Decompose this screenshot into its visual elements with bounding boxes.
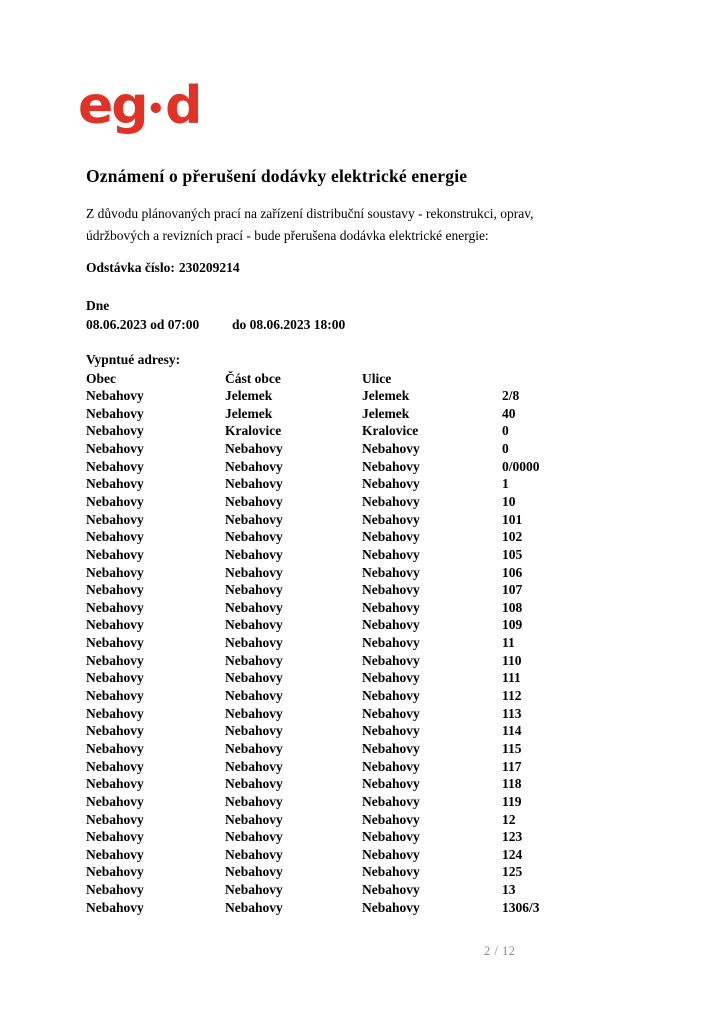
table-row (86, 528, 612, 546)
table-cell: Kralovice (225, 423, 282, 439)
table-cell: Nebahovy (225, 476, 283, 492)
table-row (86, 405, 612, 423)
table-cell: 109 (502, 617, 523, 633)
table-cell: 117 (502, 758, 522, 774)
table-cell: 1306/3 (502, 899, 540, 915)
table-cell: 0 (502, 441, 509, 457)
table-row (86, 758, 612, 776)
table-row (86, 811, 612, 829)
table-cell: Nebahovy (362, 546, 420, 562)
table-row (86, 793, 612, 811)
table-cell: Nebahovy (362, 846, 420, 862)
table-cell: Nebahovy (362, 829, 420, 845)
schedule-from: 08.06.2023 od 07:00 (86, 316, 200, 332)
table-cell: Jelemek (225, 388, 273, 404)
table-body (86, 387, 612, 916)
table-cell: 106 (502, 564, 523, 580)
column-header-obec: Obec (86, 370, 116, 386)
table-cell: Nebahovy (225, 635, 283, 651)
table-cell: Nebahovy (225, 899, 283, 915)
table-cell: Nebahovy (225, 740, 283, 756)
table-cell: 105 (502, 546, 523, 562)
table-cell: Nebahovy (362, 511, 420, 527)
table-cell: 125 (502, 864, 523, 880)
table-cell: Nebahovy (225, 864, 283, 880)
table-cell: Nebahovy (362, 705, 420, 721)
table-cell: Nebahovy (86, 811, 144, 827)
table-cell: 113 (502, 705, 522, 721)
table-cell: 2/8 (502, 388, 520, 404)
table-cell: Nebahovy (362, 793, 420, 809)
table-row (86, 546, 612, 564)
table-row (86, 652, 612, 670)
logo-text-left: eg (78, 76, 147, 136)
table-cell: Nebahovy (225, 811, 283, 827)
table-cell: Nebahovy (362, 864, 420, 880)
table-row (86, 599, 612, 617)
table-cell: Nebahovy (86, 511, 144, 527)
table-cell: 112 (502, 688, 522, 704)
table-cell: 102 (502, 529, 523, 545)
table-cell: Nebahovy (362, 458, 420, 474)
table-row (86, 581, 612, 599)
table-cell: Nebahovy (86, 582, 144, 598)
table-cell: Nebahovy (362, 564, 420, 580)
table-cell: Nebahovy (362, 688, 420, 704)
schedule-to: do 08.06.2023 18:00 (232, 316, 346, 332)
table-cell: 123 (502, 829, 523, 845)
table-cell: 108 (502, 599, 523, 615)
addresses-heading: Vypntué adresy: (86, 352, 181, 367)
table-cell: Nebahovy (362, 476, 420, 492)
table-cell: Nebahovy (225, 458, 283, 474)
column-header-cast-obce: Část obce (225, 370, 281, 386)
table-cell: Nebahovy (86, 458, 144, 474)
table-cell: Nebahovy (86, 652, 144, 668)
table-cell: Nebahovy (86, 388, 144, 404)
table-row (86, 669, 612, 687)
column-header-ulice: Ulice (362, 370, 392, 386)
table-cell: Nebahovy (225, 829, 283, 845)
table-cell: Nebahovy (362, 652, 420, 668)
table-cell: 11 (502, 635, 515, 651)
table-cell: Nebahovy (225, 582, 283, 598)
table-cell: 110 (502, 652, 522, 668)
table-cell: Nebahovy (86, 776, 144, 792)
table-row (86, 458, 612, 476)
intro-paragraph (86, 203, 626, 246)
table-cell: 10 (502, 493, 516, 509)
table-cell: Nebahovy (225, 688, 283, 704)
table-cell: 124 (502, 846, 523, 862)
table-cell: Nebahovy (86, 882, 144, 898)
table-cell: Nebahovy (225, 846, 283, 862)
table-cell: Nebahovy (225, 493, 283, 509)
table-cell: Nebahovy (86, 670, 144, 686)
table-cell: Nebahovy (362, 635, 420, 651)
table-cell: Nebahovy (86, 529, 144, 545)
table-cell: Nebahovy (86, 546, 144, 562)
table-row (86, 564, 612, 582)
table-row (86, 775, 612, 793)
table-cell: Nebahovy (362, 582, 420, 598)
table-cell: Nebahovy (362, 493, 420, 509)
logo-text-right: d (165, 76, 201, 136)
table-cell: 1 (502, 476, 509, 492)
table-cell: Nebahovy (362, 758, 420, 774)
table-cell: Nebahovy (362, 617, 420, 633)
table-cell: 13 (502, 882, 516, 898)
table-row (86, 687, 612, 705)
outage-number-line (86, 260, 244, 276)
table-cell: Nebahovy (86, 423, 144, 439)
table-cell: Nebahovy (362, 776, 420, 792)
table-cell: Nebahovy (86, 493, 144, 509)
table-cell: Nebahovy (362, 529, 420, 545)
table-cell: Nebahovy (225, 564, 283, 580)
table-header-row (86, 370, 612, 388)
table-cell: Nebahovy (362, 811, 420, 827)
table-cell: Nebahovy (362, 599, 420, 615)
table-cell: 101 (502, 511, 523, 527)
table-row (86, 634, 612, 652)
outage-number: 230209214 (178, 260, 240, 275)
table-cell: Nebahovy (225, 529, 283, 545)
table-cell: Nebahovy (86, 829, 144, 845)
table-row (86, 881, 612, 899)
table-cell: Nebahovy (225, 617, 283, 633)
table-cell: Nebahovy (86, 846, 144, 862)
table-cell: Nebahovy (225, 705, 283, 721)
table-cell: Nebahovy (225, 511, 283, 527)
table-cell: Nebahovy (86, 635, 144, 651)
table-cell: Jelemek (362, 405, 410, 421)
column-header-empty (502, 370, 612, 388)
table-cell: Nebahovy (225, 441, 283, 457)
table-cell: 114 (502, 723, 522, 739)
schedule-dates (86, 316, 345, 335)
table-cell: 115 (502, 740, 522, 756)
table-cell: Nebahovy (86, 617, 144, 633)
table-cell: Nebahovy (362, 740, 420, 756)
table-cell: 107 (502, 582, 523, 598)
table-cell: 119 (502, 793, 522, 809)
table-cell: Nebahovy (86, 899, 144, 915)
schedule-block (86, 297, 345, 334)
table-cell: 118 (502, 776, 522, 792)
table-cell: Nebahovy (86, 688, 144, 704)
table-cell: Nebahovy (362, 670, 420, 686)
table-row (86, 616, 612, 634)
table-cell: Nebahovy (362, 441, 420, 457)
table-cell: Nebahovy (225, 758, 283, 774)
table-row (86, 493, 612, 511)
table-cell: Nebahovy (225, 723, 283, 739)
table-row (86, 899, 612, 917)
logo-dot-icon: • (146, 91, 166, 126)
table-cell: Nebahovy (86, 405, 144, 421)
table-cell: 111 (502, 670, 521, 686)
table-cell: Nebahovy (86, 476, 144, 492)
table-row (86, 387, 612, 405)
table-cell: Nebahovy (86, 758, 144, 774)
table-cell: Nebahovy (225, 546, 283, 562)
table-cell: Nebahovy (86, 723, 144, 739)
schedule-label: Dne (86, 298, 110, 313)
table-cell: 12 (502, 811, 516, 827)
table-cell: Nebahovy (86, 441, 144, 457)
table-cell: Nebahovy (362, 899, 420, 915)
table-cell: Nebahovy (225, 776, 283, 792)
table-cell: Jelemek (362, 388, 410, 404)
table-row (86, 705, 612, 723)
egd-logo (78, 76, 201, 136)
table-row (86, 475, 612, 493)
table-row (86, 722, 612, 740)
intro-line-1: Z důvodu plánovaných prací na zařízení distribuční soustavy - rekonstrukci, oprav, (86, 206, 534, 221)
page-title: Oznámení o přerušení dodávky elektrické energie (86, 166, 468, 186)
table-cell: 40 (502, 405, 516, 421)
table-cell: Nebahovy (86, 705, 144, 721)
addresses-section (86, 351, 612, 916)
table-cell: Nebahovy (362, 723, 420, 739)
table-row (86, 440, 612, 458)
table-cell: Nebahovy (86, 740, 144, 756)
table-cell: Kralovice (362, 423, 419, 439)
table-row (86, 740, 612, 758)
table-cell: Nebahovy (225, 882, 283, 898)
table-row (86, 511, 612, 529)
table-row (86, 863, 612, 881)
table-cell: Nebahovy (86, 599, 144, 615)
table-cell: 0/0000 (502, 458, 540, 474)
table-cell: Nebahovy (225, 652, 283, 668)
table-cell: Nebahovy (86, 793, 144, 809)
table-cell: Nebahovy (225, 793, 283, 809)
table-row (86, 422, 612, 440)
table-cell: Nebahovy (86, 564, 144, 580)
table-cell: 0 (502, 423, 509, 439)
table-cell: Nebahovy (362, 882, 420, 898)
page-number-indicator: 2 / 12 (484, 944, 516, 958)
table-cell: Jelemek (225, 405, 273, 421)
intro-line-2: údržbových a revizních prací - bude přerušena dodávka elektrické energie: (86, 227, 489, 243)
table-cell: Nebahovy (225, 670, 283, 686)
table-row (86, 846, 612, 864)
table-cell: Nebahovy (225, 599, 283, 615)
table-row (86, 828, 612, 846)
outage-label: Odstávka číslo: (86, 260, 175, 275)
table-cell: Nebahovy (86, 864, 144, 880)
